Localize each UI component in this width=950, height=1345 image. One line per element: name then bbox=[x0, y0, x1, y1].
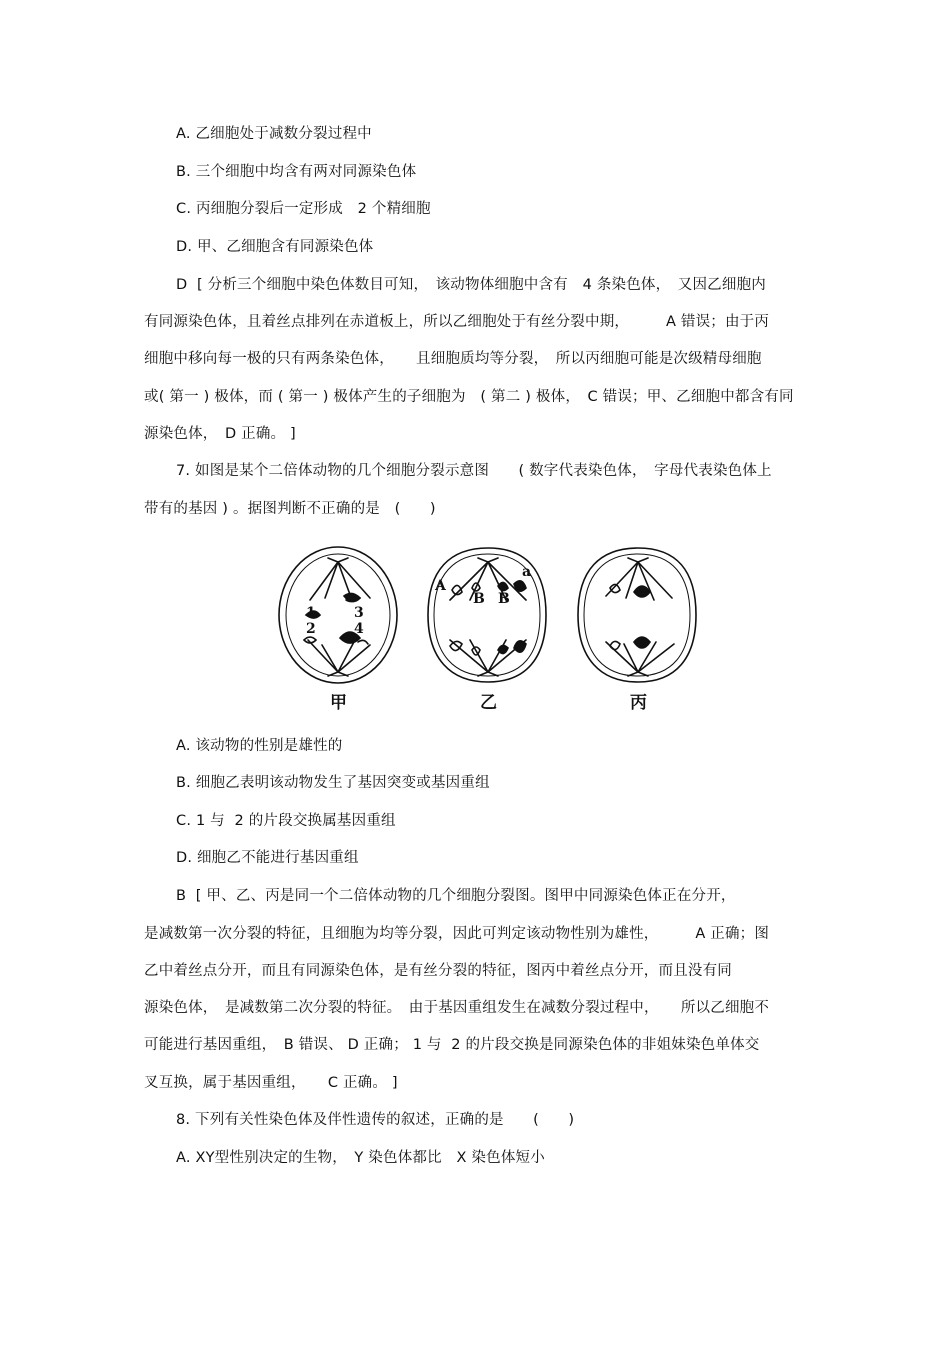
figure-caption: 丙 bbox=[630, 693, 647, 713]
q6-answer-line: 有同源染色体，且着丝点排列在赤道板上，所以乙细胞处于有丝分裂中期， A 错误；由于丙 bbox=[144, 314, 770, 330]
q6-option-b: B. 三个细胞中均含有两对同源染色体 bbox=[176, 164, 417, 180]
cell-bing bbox=[578, 548, 696, 682]
figure-caption: 甲 bbox=[330, 693, 347, 713]
q6-answer-line: 细胞中移向每一极的只有两条染色体， 且细胞质均等分裂， 所以丙细胞可能是次级精母细胞 bbox=[144, 351, 762, 367]
chromosome-number: 4 bbox=[354, 621, 364, 637]
figure-caption: 乙 bbox=[480, 693, 497, 713]
q6-answer-line: 或( 第一 ) 极体，而 ( 第一 ) 极体产生的子细胞为 ( 第二 ) 极体， C 错误；甲、乙细胞中都含有同 bbox=[144, 389, 794, 405]
q6-option-a: A. 乙细胞处于减数分裂过程中 bbox=[176, 126, 372, 142]
q7-answer-line: 叉互换，属于基因重组， C 正确。 ] bbox=[144, 1075, 398, 1091]
q7-option-b: B. 细胞乙表明该动物发生了基因突变或基因重组 bbox=[176, 775, 490, 791]
q7-stem-line: 带有的基因 ) 。据图判断不正确的是 ( ) bbox=[144, 501, 436, 517]
q6-answer-line: 源染色体， D 正确。 ] bbox=[144, 426, 296, 442]
q6-option-d: D. 甲、乙细胞含有同源染色体 bbox=[176, 239, 374, 255]
cell-division-figure bbox=[270, 540, 710, 715]
cell-jia bbox=[279, 547, 397, 683]
q7-answer-line: 可能进行基因重组， B 错误、 D 正确； 1 与 2 的片段交换是同源染色体的非姐妹染色单体交 bbox=[144, 1037, 760, 1053]
chromosome-number: 1 bbox=[306, 605, 316, 621]
chromosome-number: 2 bbox=[306, 621, 316, 637]
q7-option-a: A. 该动物的性别是雄性的 bbox=[176, 738, 343, 754]
q6-answer-line: D [ 分析三个细胞中染色体数目可知， 该动物体细胞中含有 4 条染色体， 又因乙细胞内 bbox=[176, 277, 766, 293]
q7-option-d: D. 细胞乙不能进行基因重组 bbox=[176, 850, 359, 866]
gene-label: B bbox=[473, 591, 485, 607]
q8-option-a: A. XY型性别决定的生物， Y 染色体都比 X 染色体短小 bbox=[176, 1150, 545, 1166]
q7-answer-line: 源染色体， 是减数第二次分裂的特征。 由于基因重组发生在减数分裂过程中， 所以乙细胞不 bbox=[144, 1000, 770, 1016]
q7-option-c: C. 1 与 2 的片段交换属基因重组 bbox=[176, 813, 396, 829]
q6-option-c: C. 丙细胞分裂后一定形成 2 个精细胞 bbox=[176, 201, 431, 217]
q8-stem: 8. 下列有关性染色体及伴性遗传的叙述，正确的是 ( ) bbox=[176, 1112, 575, 1128]
gene-label: A bbox=[435, 578, 446, 594]
q7-answer-line: B [ 甲、乙、丙是同一个二倍体动物的几个细胞分裂图。图甲中同源染色体正在分开， bbox=[176, 888, 736, 904]
q7-answer-line: 乙中着丝点分开，而且有同源染色体，是有丝分裂的特征，图丙中着丝点分开，而且没有同 bbox=[144, 963, 732, 979]
q7-stem-line: 7. 如图是某个二倍体动物的几个细胞分裂示意图 ( 数字代表染色体， 字母代表染色体上 bbox=[176, 463, 772, 479]
gene-label: B bbox=[498, 591, 510, 607]
chromosome-number: 3 bbox=[354, 605, 364, 621]
q7-answer-line: 是减数第一次分裂的特征，且细胞为均等分裂，因此可判定该动物性别为雄性， A 正确；图 bbox=[144, 926, 770, 942]
gene-label: a bbox=[522, 564, 532, 580]
